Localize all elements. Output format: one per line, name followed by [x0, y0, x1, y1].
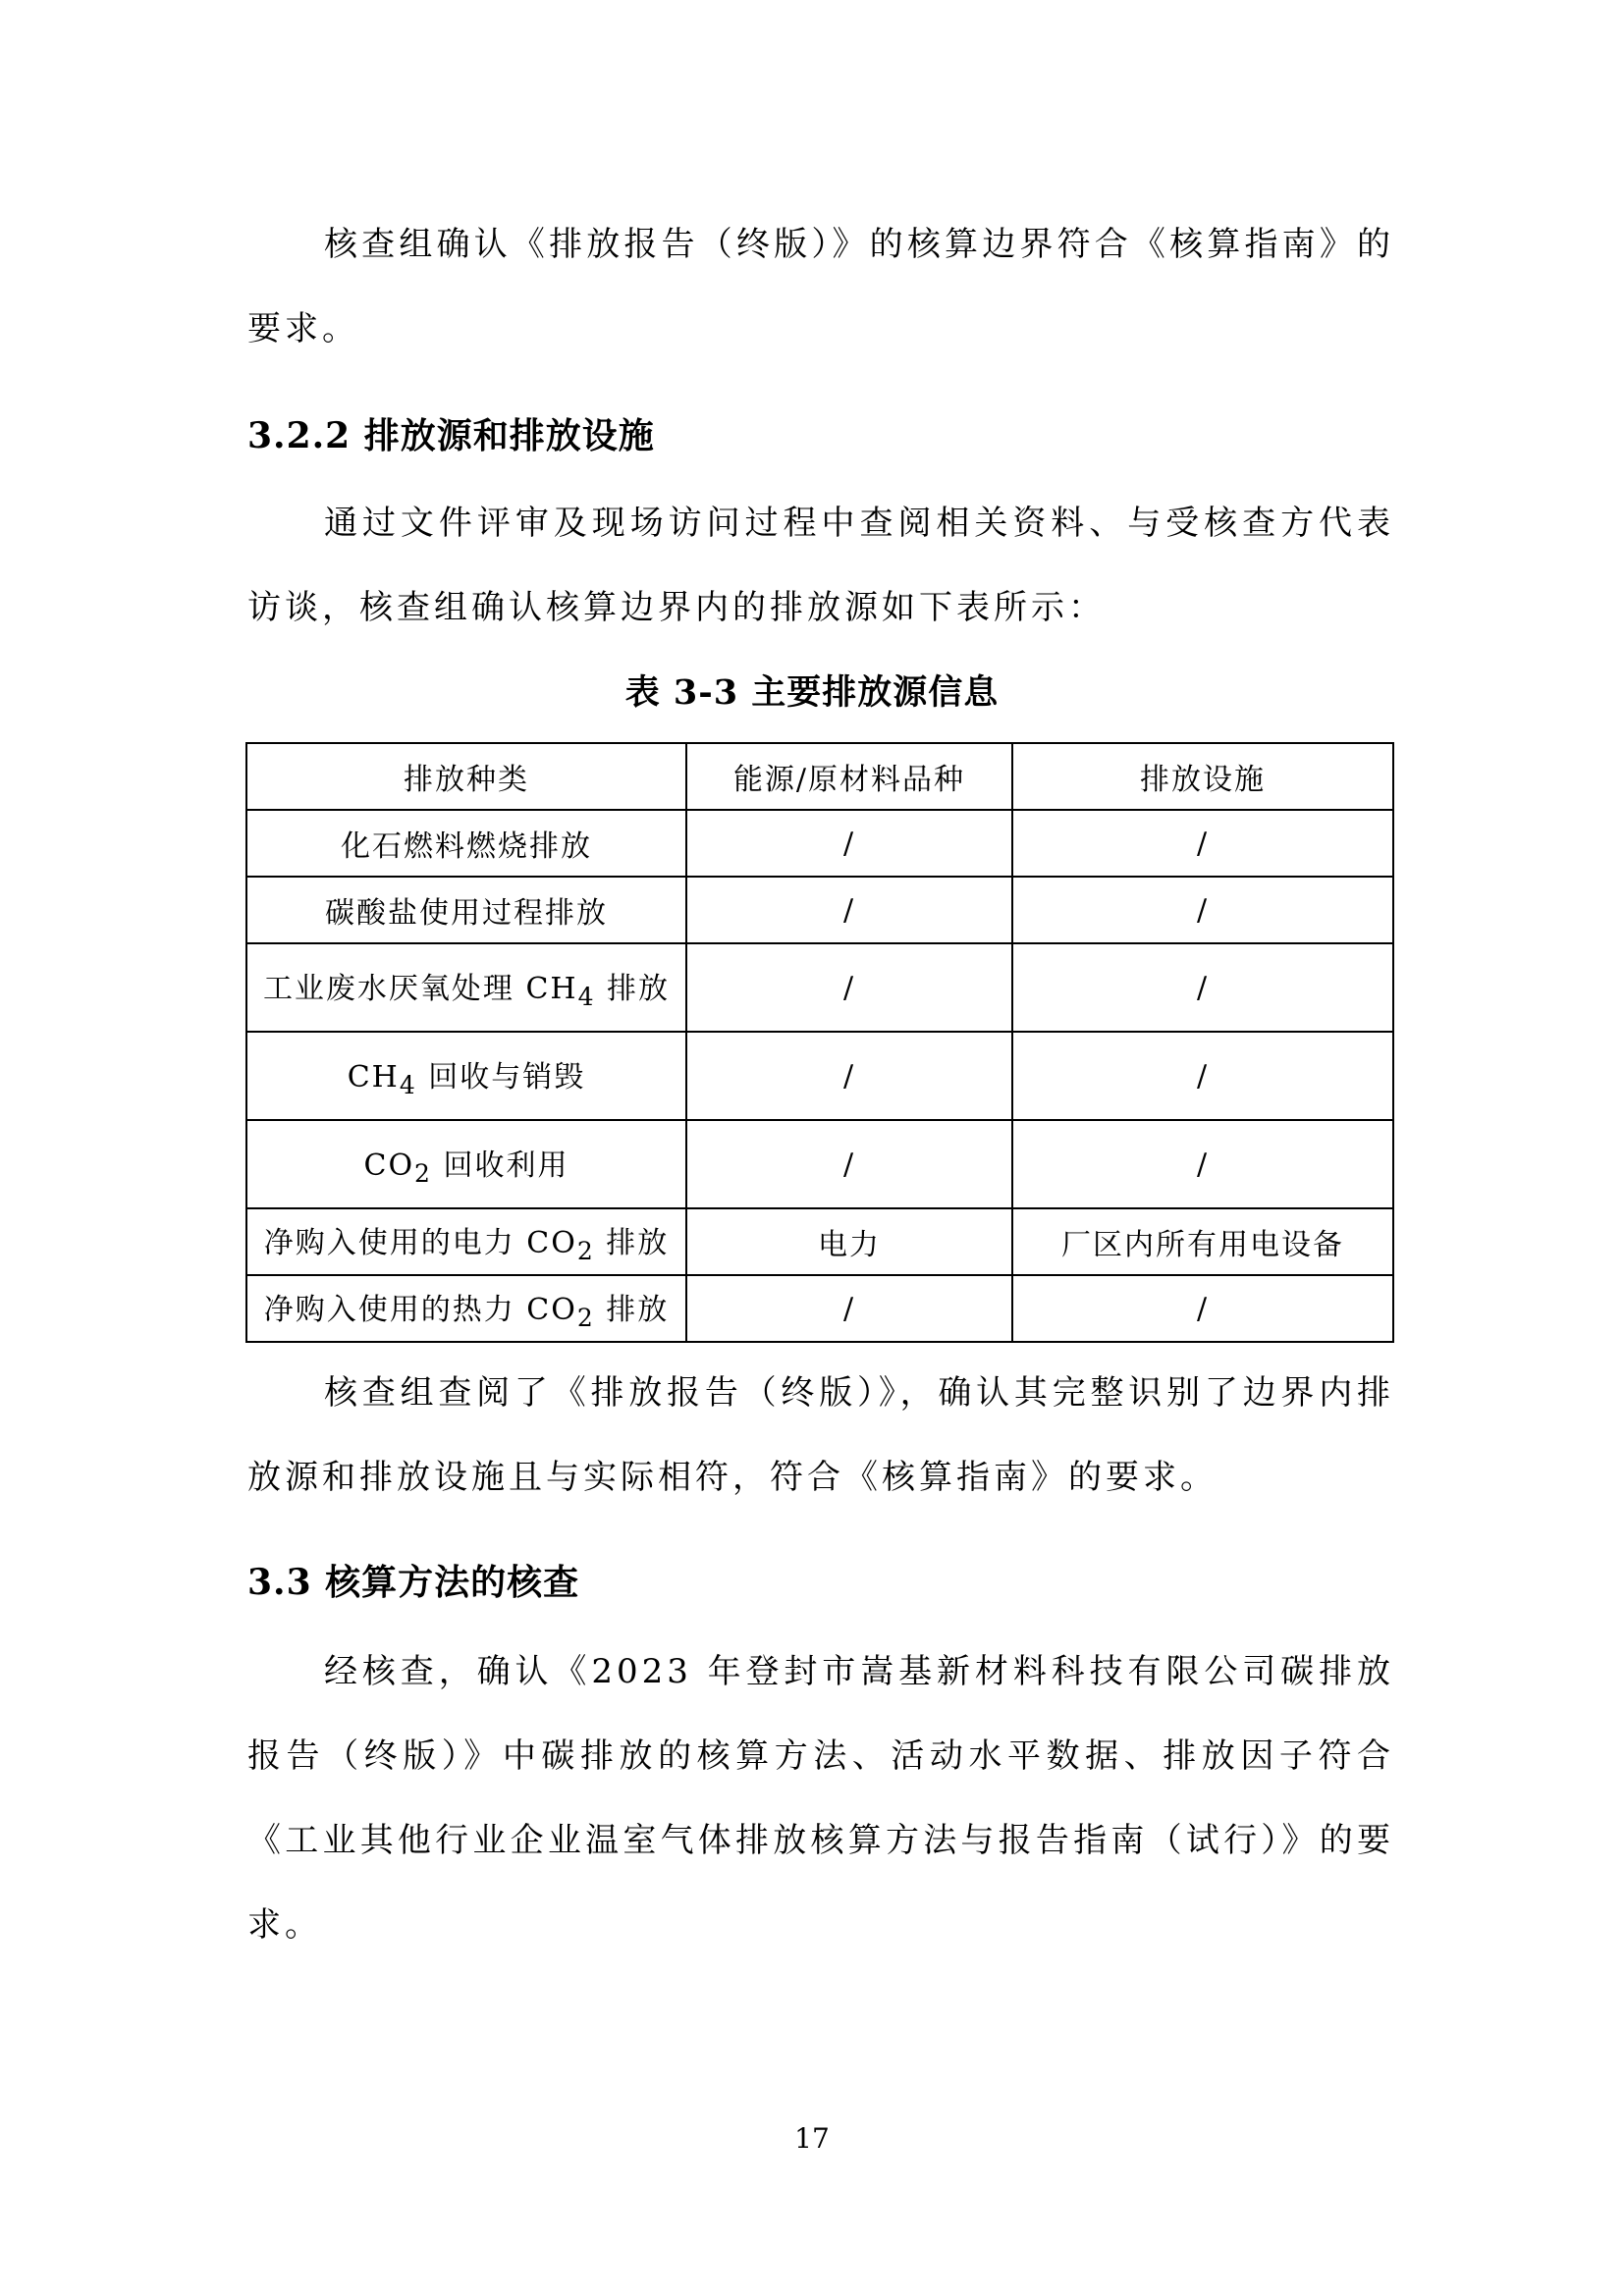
cell-energy-material: / — [686, 1120, 1012, 1208]
table-row — [246, 1275, 1393, 1342]
table-row — [246, 877, 1393, 943]
table-row — [246, 810, 1393, 877]
cell-emission-type: 化石燃料燃烧排放 — [246, 810, 686, 877]
cell-energy-material: / — [686, 943, 1012, 1032]
cell-emission-facility: / — [1012, 1032, 1393, 1120]
table-caption: 表 3-3 主要排放源信息 — [624, 672, 1000, 713]
cell-emission-facility: / — [1012, 810, 1393, 877]
cell-energy-material: 电力 — [686, 1208, 1012, 1275]
cell-emission-type: 净购入使用的电力 $CO_2$ 排放 — [246, 1208, 686, 1275]
cell-emission-type: 碳酸盐使用过程排放 — [246, 877, 686, 943]
cell-emission-type: 净购入使用的热力 $CO_2$ 排放 — [246, 1275, 686, 1342]
cell-emission-facility: / — [1012, 943, 1393, 1032]
cell-emission-facility: / — [1012, 1120, 1393, 1208]
cell-energy-material: / — [686, 810, 1012, 877]
cell-emission-facility: / — [1012, 1275, 1393, 1342]
cell-energy-material: / — [686, 1032, 1012, 1120]
paragraph-boundary-confirmation: 核查组确认《排放报告（终版）》的核算边界符合《核算指南》的要求。 — [247, 225, 1394, 348]
header-emission-type: 排放种类 — [246, 743, 686, 810]
section-heading-emission-sources: 3.2.2 排放源和排放设施 — [247, 415, 655, 456]
table-row — [246, 1032, 1393, 1120]
cell-emission-facility: 厂区内所有用电设备 — [1012, 1208, 1393, 1275]
paragraph-document-review: 通过文件评审及现场访问过程中查阅相关资料、与受核查方代表访谈，核查组确认核算边界内的排放源如下表所示： — [247, 504, 1394, 627]
header-energy-material: 能源/原材料品种 — [686, 743, 1012, 810]
cell-emission-type: $CH_4$ 回收与销毁 — [246, 1032, 686, 1120]
cell-energy-material: / — [686, 877, 1012, 943]
table-row — [246, 1120, 1393, 1208]
cell-emission-facility: / — [1012, 877, 1393, 943]
page-number: 17 — [794, 2122, 830, 2155]
section-heading-accounting-method: 3.3 核算方法的核查 — [247, 1562, 580, 1603]
emission-sources-table — [245, 742, 1394, 1343]
cell-energy-material: / — [686, 1275, 1012, 1342]
paragraph-method-conclusion: 经核查，确认《2023 年登封市嵩基新材料科技有限公司碳排放报告（终版）》中碳排放的核算方法、活动水平数据、排放因子符合《工业其他行业企业温室气体排放核算方法与报告指南（试行）》的要求。 — [247, 1652, 1394, 1945]
cell-emission-type: $CO_2$ 回收利用 — [246, 1120, 686, 1208]
cell-emission-type: 工业废水厌氧处理 $CH_4$ 排放 — [246, 943, 686, 1032]
header-emission-facility: 排放设施 — [1012, 743, 1393, 810]
paragraph-review-conclusion: 核查组查阅了《排放报告（终版）》，确认其完整识别了边界内排放源和排放设施且与实际相符，符合《核算指南》的要求。 — [247, 1373, 1394, 1497]
table-row — [246, 943, 1393, 1032]
table-header-row — [246, 743, 1393, 810]
table-row — [246, 1208, 1393, 1275]
